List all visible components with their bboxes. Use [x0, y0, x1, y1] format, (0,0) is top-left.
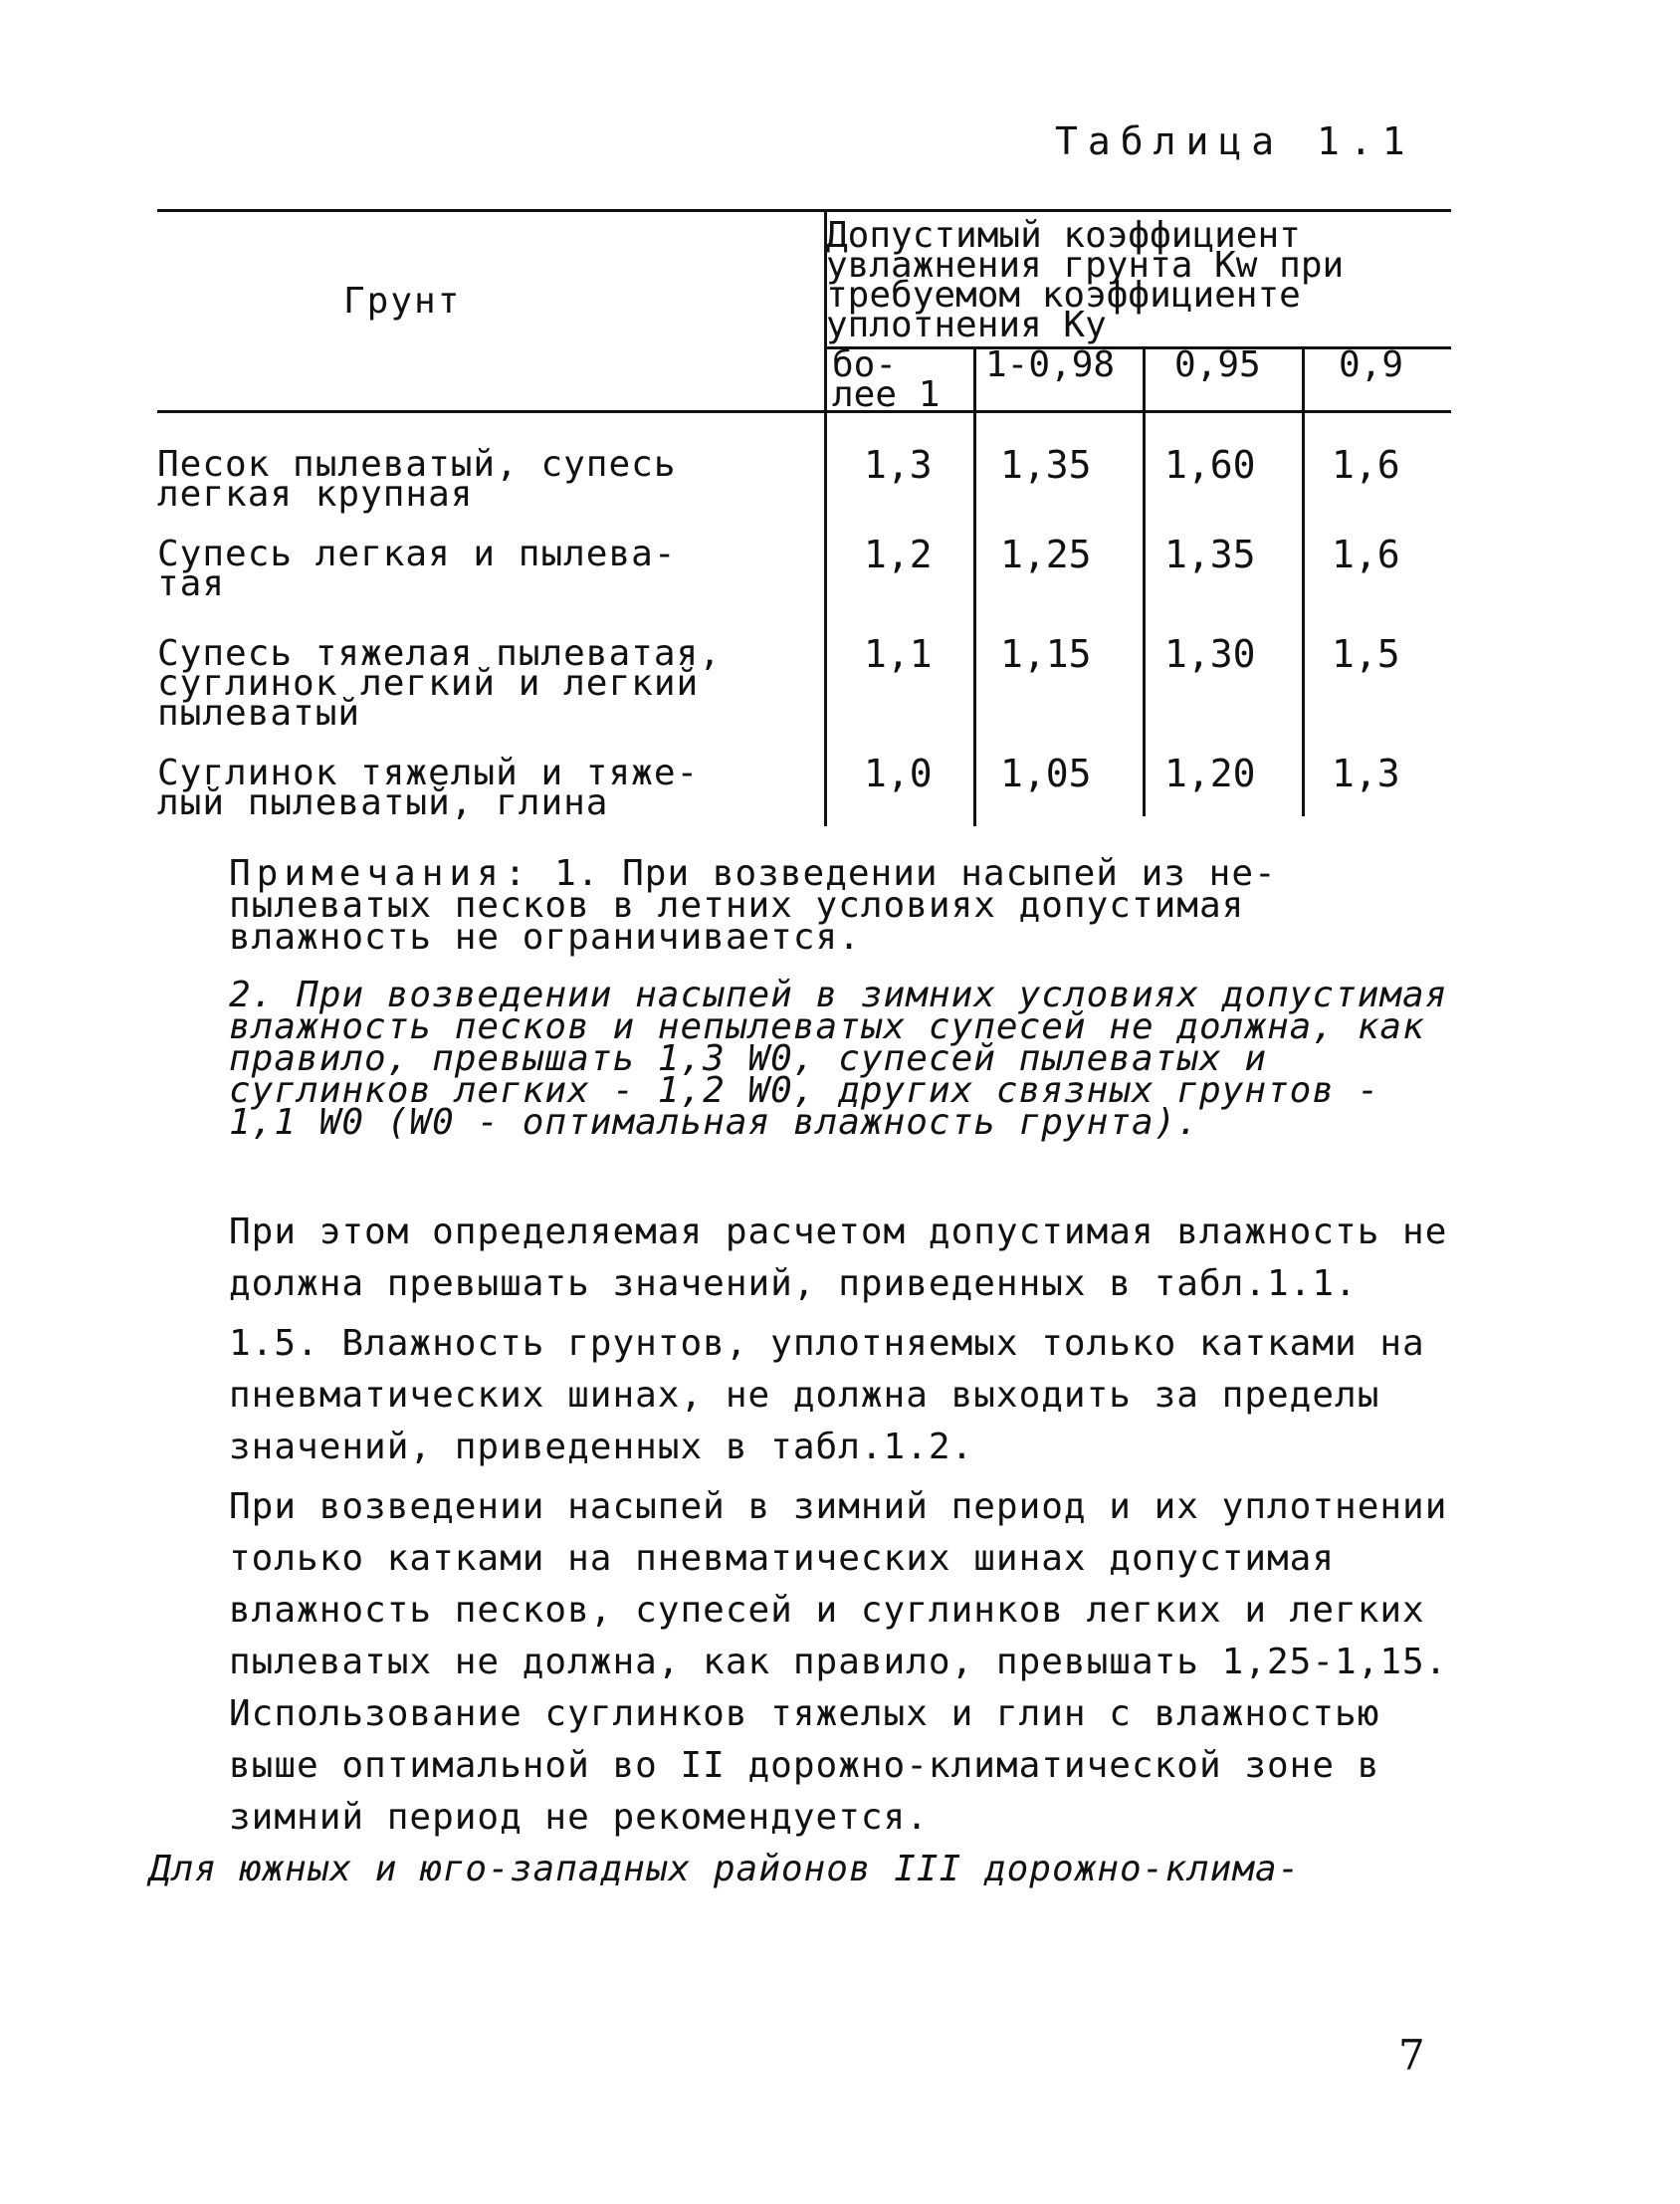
coefficient-header — [826, 215, 1443, 345]
table-col-divider-3 — [1143, 348, 1146, 816]
coefficient-header-line: увлажнения грунта Kw при — [826, 245, 1345, 286]
row-label-line: лый пылеватый, глина — [157, 782, 609, 823]
table-cell: 1,6 — [1332, 533, 1400, 576]
table-cell: 1,0 — [864, 752, 933, 795]
table-cell: 1,60 — [1164, 443, 1256, 487]
table-row-label — [157, 534, 677, 604]
note-2: 2. При возведении насыпей в зимних условиях допустимая влажность песков и непылеватых супесей не должна, как правило, превышать 1,3 W0, супесей пылеватых и суглинков легких - 1,2 W0, других связных грунтов - 1,1 W0 (W0 - оптимальная влажность грунта). — [229, 975, 1448, 1143]
subheader-0-95: 0,95 — [1174, 344, 1261, 385]
soil-column-header: Грунт — [343, 281, 462, 322]
table-notes — [149, 853, 1453, 1143]
note-1 — [149, 853, 1453, 958]
table-cell: 1,05 — [1000, 752, 1092, 795]
note-1-text: 1. При возведении насыпей из не-пылеватых песков в летних условиях допустимая влажность не ограничивается. — [229, 853, 1277, 958]
paragraph: При этом определяемая расчетом допустимая влажность не должна превышать значений, приведенных в табл.1.1. — [229, 1212, 1448, 1304]
row-label-line: легкая крупная — [157, 474, 474, 515]
subheader-more-than-1: бо- лее 1 — [832, 344, 941, 415]
paragraph: При возведении насыпей в зимний период и их уплотнении только катками на пневматических шинах допустимая влажность песков, супесей и суглинков легких и легких пылеватых не должна, как правило, превышать 1,25-1,15. Использование суглинков тяжелых и глин с влажностью выше оптимальной во II дорожно-климатической зоне в зимний период не рекомендуется. — [229, 1486, 1448, 1838]
table-col-divider-4 — [1302, 348, 1305, 816]
paragraph-continued: Для южных и юго-западных районов III дорожно-клима- — [149, 1849, 1301, 1889]
table-cell: 1,20 — [1164, 752, 1256, 795]
notes-label: Примечания: — [229, 853, 532, 894]
table-cell: 1,35 — [1000, 443, 1092, 487]
coefficient-header-line: требуемом коэффициенте — [826, 275, 1301, 316]
table-row-label — [157, 633, 722, 734]
table-cell: 1,3 — [864, 443, 933, 487]
table-cell: 1,15 — [1000, 632, 1092, 676]
subheader-1-0-98: 1-0,98 — [985, 344, 1116, 385]
table-cell: 1,25 — [1000, 533, 1092, 576]
row-label-line: Супесь легкая и пылева- — [157, 534, 677, 574]
row-label-line: тая — [157, 563, 226, 604]
row-label-line: Суглинок тяжелый и тяже- — [157, 753, 700, 793]
body-text — [149, 1207, 1453, 1895]
table-cell: 1,35 — [1164, 533, 1256, 576]
row-label-line: суглинок легкий и легкий — [157, 663, 700, 704]
table-caption: Таблица 1.1 — [1055, 119, 1415, 163]
coefficient-header-line: Допустимый коэффициент — [826, 215, 1301, 256]
coefficient-header-line: уплотнения Ky — [826, 305, 1107, 345]
table-row-label — [157, 444, 677, 515]
table-row-label — [157, 753, 700, 823]
table-cell: 1,5 — [1332, 632, 1400, 676]
subheader-0-9: 0,9 — [1339, 344, 1404, 385]
table-cell: 1,30 — [1164, 632, 1256, 676]
table-col-divider-2 — [973, 348, 976, 826]
row-label-line: пылеватый — [157, 693, 361, 734]
table-header-bottom-rule — [157, 410, 1451, 413]
table-cell: 1,2 — [864, 533, 933, 576]
paragraph: 1.5. Влажность грунтов, уплотняемых только катками на пневматических шинах, не должна выходить за пределы значений, приведенных в табл.1.2. — [229, 1323, 1425, 1467]
row-label-line: Супесь тяжелая пылеватая, — [157, 633, 722, 674]
row-label-line: Песок пылеватый, супесь — [157, 444, 677, 485]
table-cell: 1,3 — [1332, 752, 1400, 795]
table-cell: 1,1 — [864, 632, 933, 676]
table-cell: 1,6 — [1332, 443, 1400, 487]
table-top-rule — [157, 209, 1451, 212]
page-number: 7 — [1398, 2031, 1425, 2080]
